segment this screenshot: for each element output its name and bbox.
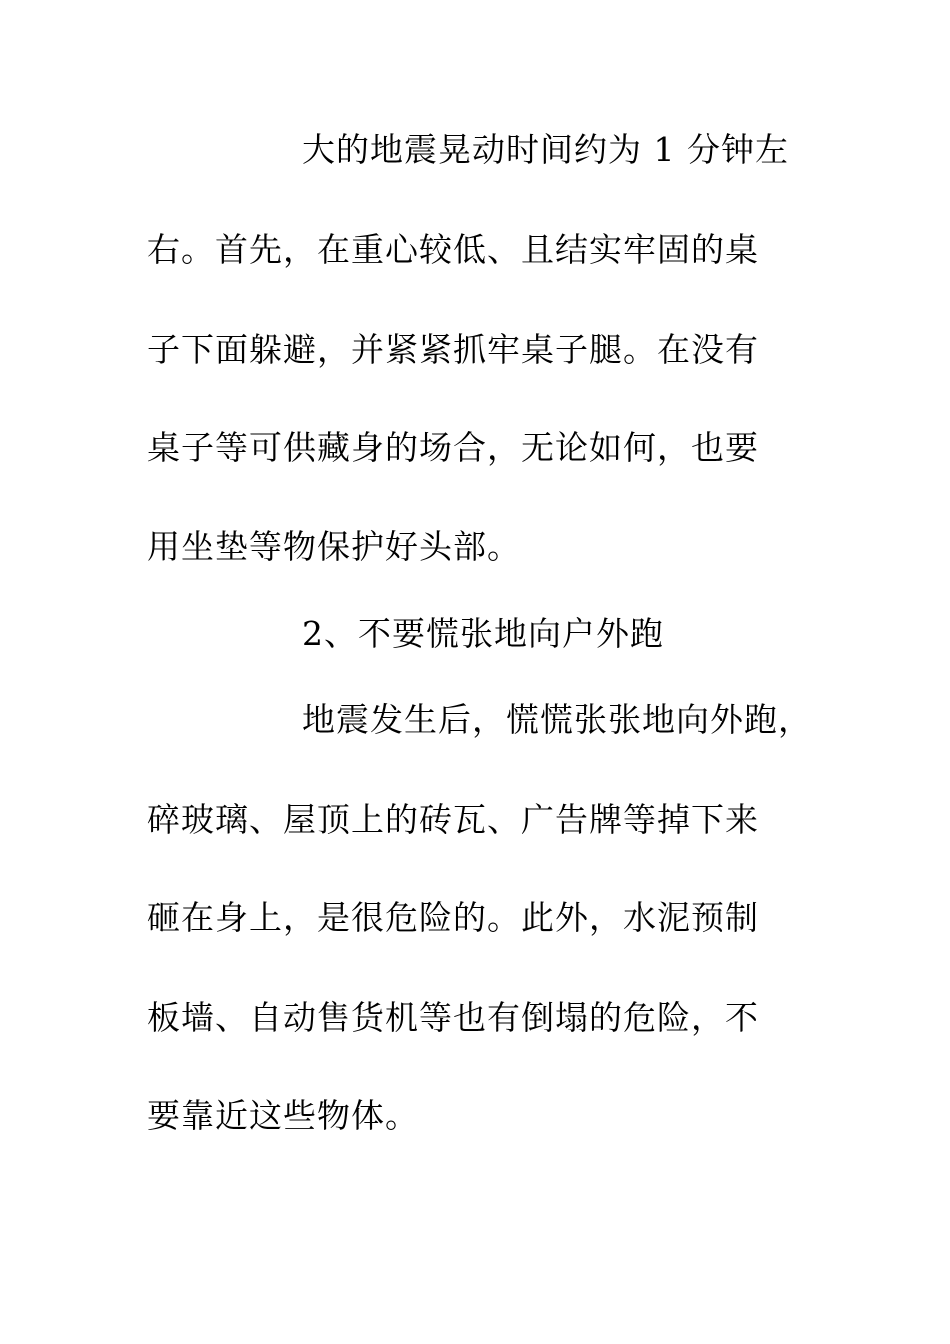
paragraph-1-line-1: 大的地震晃动时间约为 1 分钟左: [302, 130, 789, 169]
paragraph-2-line-4: 板墙、自动售货机等也有倒塌的危险，不: [147, 998, 759, 1037]
paragraph-1-line-2: 右。首先，在重心较低、且结实牢固的桌: [147, 230, 759, 269]
paragraph-1-line-3: 子下面躲避，并紧紧抓牢桌子腿。在没有: [147, 330, 759, 369]
paragraph-2-line-1: 地震发生后，慌慌张张地向外跑，: [302, 700, 812, 739]
paragraph-2-line-2: 碎玻璃、屋顶上的砖瓦、广告牌等掉下来: [147, 800, 759, 839]
paragraph-2-line-5: 要靠近这些物体。: [147, 1096, 419, 1135]
section-heading: 2、不要慌张地向户外跑: [302, 614, 664, 653]
paragraph-1-line-5: 用坐垫等物保护好头部。: [147, 527, 521, 566]
paragraph-1-line-4: 桌子等可供藏身的场合，无论如何，也要: [147, 428, 759, 467]
paragraph-2-line-3: 砸在身上，是很危险的。此外，水泥预制: [147, 898, 759, 937]
